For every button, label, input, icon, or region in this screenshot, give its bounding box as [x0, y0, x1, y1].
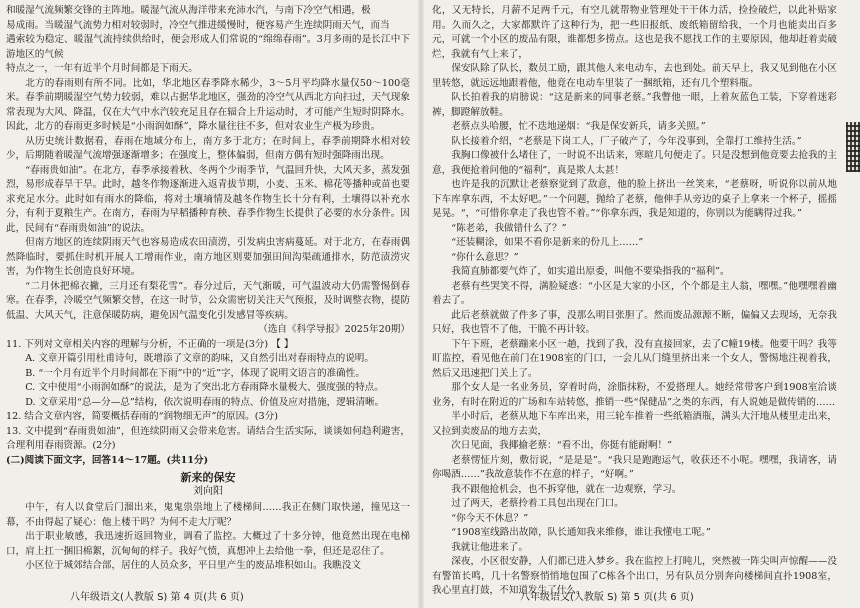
question-item: A. 文章开篇引用杜甫诗句，既增添了文章的韵味，又自然引出对春雨特点的说明。: [25, 353, 374, 364]
question-list: [6, 338, 410, 454]
story-paragraph: 小区位于城郊结合部，居住的人员众多，平日里产生的废品堆积如山。我瞧没文: [25, 560, 361, 571]
article-paragraph: 遇索较为稳定、暖湿气流持续供给时，便会形成人们常说的“绵绵春雨”。3月多雨的是长江中下游地区的气候: [6, 34, 410, 60]
story-paragraph: 次日见面，我揶揄老蔡：“看不出，你挺有能耐啊！”: [451, 440, 673, 451]
article-paragraph: 北方的春雨则有所不同。比如，华北地区春季降水稀少，3～5月平均降水量仅50～100毫米。春季前期暖湿空气势力较弱，难以占据华北地区，强劲的冷空气从西北方向扫过，天气现象常表现为大风、降温，仅在大气中水汽较充足且存在辐合上升运动时，才可能产生短时阴降水。因此，北方的春雨更多时候是“小雨润如酥”，降水量往往不多，但对农业生产极为珍贵。: [6, 77, 410, 132]
question-item: B. “一个月有近半个月时间都在下雨”中的“近”字，体现了说明文语言的准确性。: [25, 367, 365, 379]
story-paragraph: 老蔡愣怔片刻，敷衍说，“是是是”。“我只是跑跑运气，收获还不小呢。嘿嘿，我请客，请你喝酒……”我故意装作不在意的样子，“好啊。”: [432, 454, 837, 480]
article-paragraph: 易成雨。当暖湿气流势力相对较弱时，冷空气推进缓慢时，便容易产生连续阴雨天气，而当: [6, 19, 390, 31]
story-paragraph: 队长拍着我的肩膀说：“这是新来的同事老蔡。”我瞥他一眼，上着灰蓝色工装，下穿着迷彩裤，脚蹬解放鞋。: [432, 92, 837, 118]
question-item: 11. 下列对文章相关内容的理解与分析，不正确的一项是(3分) 【 】: [6, 338, 294, 350]
story-title: 新来的保安: [180, 471, 236, 484]
question-item: 13. 文中提到“春雨贵如油”，但连续阴雨又会带来危害。请结合生活实际，谈谈如何趋利避害，合理利用春雨资源。(2分): [6, 425, 410, 451]
story-body: [6, 501, 410, 574]
article-paragraph: 但南方地区的连续阴雨天气也容易造成农田渍涝，引发病虫害病蔓延。对于北方，在春雨偶然降临时，要抓住时机开展人工增雨作业，南方地区则要加强田间沟渠疏通排水，防范渍涝灾害，为作物生长创造良好环境。: [6, 237, 410, 277]
story-paragraph: 我就让他进来了。: [451, 541, 528, 553]
page-footer-right: 八年级语文(人教版 S) 第 5 页(共 6 页): [520, 592, 694, 603]
story-paragraph: 保安队除了队长，数员工励，跟其他人来电动车，去也到处。前天早上，我又见到他在小区里转悠，就远远地跟着他，他竟在电动车里装了一捆纸箱，还有几个塑料瓶。: [432, 63, 837, 89]
right-page: [432, 4, 837, 596]
question-item: D. 文章采用“总—分—总”结构，依次说明春雨的特点、价值及应对措施，逻辑清晰。: [25, 396, 385, 408]
question-item: C. 文中使用“小雨润如酥”的说法，是为了突出北方春雨降水量极大、强度强的特点。: [25, 382, 384, 393]
story-paragraph: “你什么意思？”: [451, 251, 519, 263]
story-paragraph: 老蔡有些哭笑不得，满脸疑惑：“小区是大家的小区，个个都是主人翁，嘿嘿。”他嘿嘿着幽着去了。: [432, 280, 837, 306]
story-paragraph: 半小时后，老蔡从地下车库出来，用三轮车推着一些纸箱酒瓶，满头大汗地从楼里走出来，又拉到卖废品的地方去卖，: [432, 411, 837, 437]
question-item: 12. 结合文章内容，简要概括春雨的“润物细无声”的原因。(3分): [6, 411, 278, 422]
section-heading: (二)阅读下面文字，回答14～17题。(共11分): [6, 454, 209, 466]
story-paragraph: “还装糊涂，如果不看你是新来的份儿上……”: [451, 237, 644, 248]
story-author: 刘向阳: [193, 486, 223, 497]
article-source: （选自《科学导报》2025年20期）: [258, 324, 410, 335]
article-paragraph: “二月休把棉衣撇，三月还有梨花雪”。春分过后，天气渐暖，可气温波动大仍需警惕倒春寒。在春季，冷暖空气频繁交替，在这一时节，公众需密切关注天气预报，及时调整衣物，提防低温、大风天气，注意保暖防病，避免因气温变化引发感冒等疾病。: [6, 280, 410, 321]
story-paragraph: 也许是我的沉默让老蔡察觉到了敌意，他的脸上挤出一丝笑来，“老蔡呀，听说你以前从地下车库拿东西，不太好吧。”一个问题，抛给了老蔡，他伸手从旁边的桌子上拿来一个杯子，摇摇晃晃。“，“可惜你拿走了我也管不着。”“你拿东西，我是知道的，你别以为能瞒得过我。”: [432, 179, 837, 219]
story-paragraph: 队长接着介绍，“老蔡是下岗工人，厂子破产了，今年没事到，全靠打工维持生活。”: [451, 135, 802, 147]
story-paragraph: 深夜，小区很安静，人们都已进入梦乡。我在监控上打盹儿，突然被一阵尖叫声惊醒——没有警笛长鸣，几十名警察悄悄地包围了C栋各个出口，另有队员分别奔向楼梯间直扑1908室，我心里直打鼓，不知道发生了什么。: [432, 556, 837, 596]
story-continued: [432, 4, 837, 599]
story-paragraph: 出于职业敏感，我迅速折返回物业，调看了监控。大概过了十多分钟，他竟然出现在电梯口，肩上扛一捆旧棉絮，沉甸甸的样子。我好气愤，真想冲上去给他一拳，但还是忍住了。: [6, 531, 410, 557]
story-paragraph: 过了两天，老蔡拎着工具包出现在门口。: [451, 498, 624, 509]
story-paragraph: 中午，有人以食堂后门溜出来，鬼鬼祟祟地上了楼梯间……我正在侧门取快递，撞见这一幕，不由得起了疑心：他上楼干吗？为何不走大厅呢？: [6, 502, 410, 528]
story-paragraph: 那个女人是一名业务员，穿着时尚，涂脂抹粉，不爱搭理人。她经常带客户到1908室洽谈业务，有时在附近的广场和车站转悠，推销一些“保健品”之类的东西，有人说她是做传销的……: [432, 382, 837, 408]
story-paragraph: 此后老蔡就做了件多了事，没那么明目张胆了。然而废品源源不断，偏偏又去现场，无奈我只好，我也管不了他，干脆不再计较。: [432, 309, 837, 335]
story-paragraph: 老蔡点头哈腰，忙不迭地递烟：“我是保安新兵，请多关照。”: [451, 121, 706, 132]
story-paragraph: 我简直肺都要气炸了，如实道出原委，叫他不要染指我的“福利”。: [451, 266, 730, 277]
article-paragraph: “春雨贵如油”。在北方，春季承接着秋、冬两个少雨季节，气温回升快，大风天多，蒸发强烈，易形成春旱干旱。此时，越冬作物逐渐进入返青拔节期，小麦、玉米、棉花等播种或苗也要求充足水分。此时如有雨水的降临，将对土壤墒情及越冬作物生长十分有利，土壤得以补充水分，有利于夏粮生产。在南方，春雨为早稻播种育秧、春季作物生长提供了必要的水分条件。因此，民间有“春雨贵如油”的说法。: [6, 164, 410, 234]
story-paragraph: “陈老弟，我做错什么了？”: [451, 222, 567, 234]
story-paragraph: “你今天不休息？”: [451, 512, 529, 524]
story-paragraph: 下午下班，老蔡蹦来小区一趟，找到了我，没有直接回家，去了C幢19楼。他要干吗？我等盯监控，看见他在前门在1908室的门口，一会儿从门缝里挤出来一个女人，警惕地注视着我，然后又迅速把门关上了。: [432, 338, 837, 379]
page-fold: [418, 0, 424, 608]
article-paragraph: 和暖湿气流频繁交锋的主阵地。暖湿气流从海洋带来充沛水汽，与南下冷空气相遇，极: [6, 5, 371, 16]
left-page: [6, 4, 410, 584]
story-paragraph: 我不跟他抢机会，也不拆穿他，就在一边观察，学习。: [451, 483, 682, 495]
article-body: [6, 4, 410, 323]
article-paragraph: 从历史统计数据看，春雨在地域分布上，南方多于北方；在时间上，春季前期降水相对较少，后期随着暖湿气流增强逐渐增多；在强度上，整体偏弱，但南方偶有短时强降雨出现。: [6, 135, 410, 161]
page-footer-left: 八年级语文(人教版 S) 第 4 页(共 6 页): [70, 592, 244, 603]
article-paragraph: 特点之一，一年有近半个月时间都是下雨天。: [6, 63, 198, 74]
story-paragraph: 化，又无特长，月薪不足两千元，有空儿就帮物业管理处干干体力活，捡捡破烂，以此补贴家用。久而久之，大家都默许了这种行为，把一些旧报纸、废纸箱留给我，一个月也能卖出百多元，可就一个小区的废品有限，谁都想多捞点。这也是我不愿找工作的主要原因，他却赶着卖破烂，我就有气上来了，: [432, 5, 837, 60]
qr-code-icon: [846, 122, 860, 172]
story-paragraph: 我胸口像被什么堵住了，一时说不出话来，寒暄几句便走了。只是没想到他竟要去抢我的主意，我便抢着问他的“福利”，真是欺人太甚！: [432, 150, 837, 176]
story-paragraph: “1908室线路出故障，队长通知我来维修，谁让我懂电工呢。”: [451, 527, 711, 538]
